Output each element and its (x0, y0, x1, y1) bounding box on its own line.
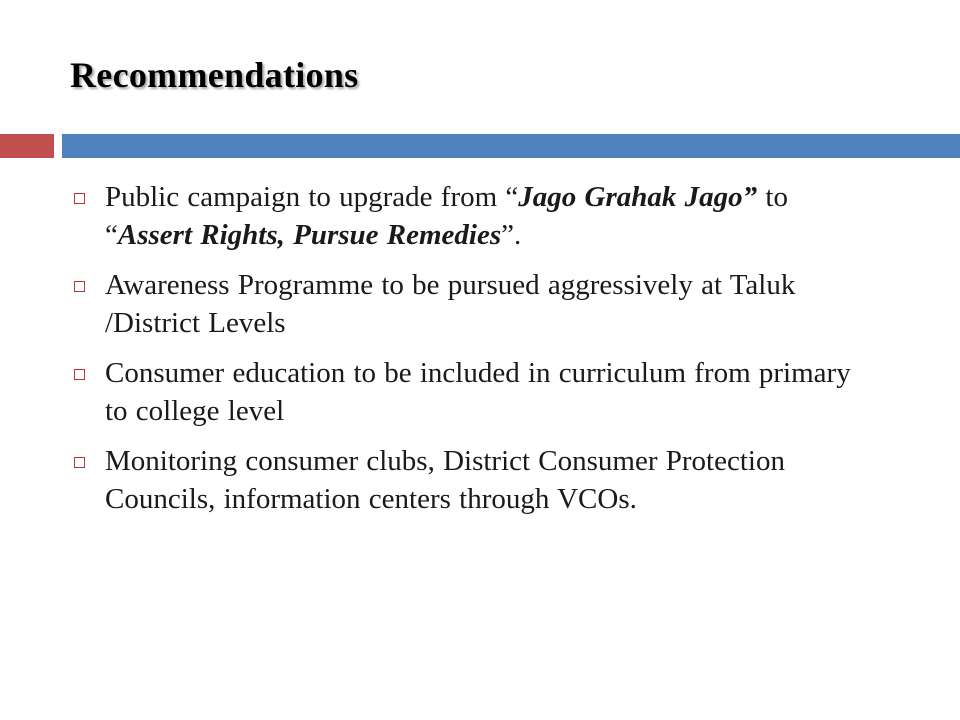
hollow-square-bullet-icon (74, 457, 85, 468)
bullet-item (74, 442, 864, 518)
bullet-text-segment: Awareness Programme to be pursued aggressively at Taluk /District Levels (105, 269, 796, 339)
bullet-text-segment: Monitoring consumer clubs, District Consumer Protection Councils, information centers through VCOs. (105, 445, 785, 515)
slide-title: Recommendations (70, 55, 359, 95)
bullet-text-segment: Consumer education to be included in curriculum from primary to college level (105, 357, 851, 427)
bullet-text-segment: Public campaign to upgrade from “ (105, 181, 519, 213)
accent-bar-right (62, 134, 960, 158)
bullet-item (74, 354, 864, 430)
bullet-list (74, 178, 864, 530)
bullet-text (105, 266, 864, 342)
accent-bar-left (0, 134, 54, 158)
bullet-text (105, 354, 864, 430)
bullet-text-segment: to “ (105, 181, 788, 251)
emphasized-phrase: Assert Rights, Pursue Remedies (117, 219, 502, 251)
bullet-item (74, 266, 864, 342)
bullet-item (74, 178, 864, 254)
hollow-square-bullet-icon (74, 281, 85, 292)
hollow-square-bullet-icon (74, 193, 85, 204)
hollow-square-bullet-icon (74, 369, 85, 380)
bullet-text (105, 178, 864, 254)
bullet-text-segment: ”. (501, 219, 522, 251)
emphasized-phrase: Jago Grahak Jago” (518, 181, 758, 213)
bullet-text (105, 442, 864, 518)
